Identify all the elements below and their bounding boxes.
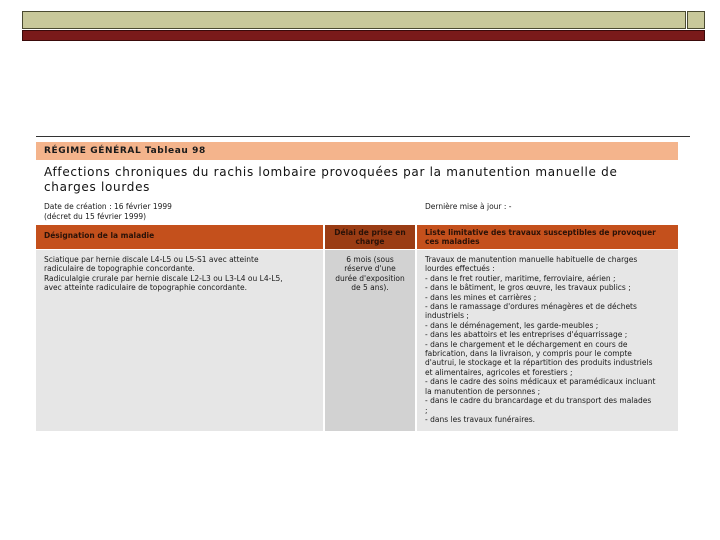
delay-line: durée d'exposition — [335, 273, 405, 283]
works-line: industriels ; — [425, 311, 469, 321]
disease-line: Radiculalgie crurale par hernie discale L2-L3 ou L3-L4 ou L4-L5, — [44, 273, 283, 283]
regime-header: RÉGIME GÉNÉRAL Tableau 98 — [36, 142, 678, 160]
delay-line: de 5 ans). — [351, 283, 389, 293]
works-line: - dans les travaux funéraires. — [425, 414, 536, 424]
disease-line: radiculaire de topographie concordante. — [44, 264, 195, 274]
works-line: - dans le bâtiment, le gros œuvre, les travaux publics ; — [425, 283, 631, 293]
title-line: Affections chroniques du rachis lombaire provoquées par la manutention manuelle de — [44, 165, 618, 179]
last-update: Dernière mise à jour : - — [425, 202, 512, 211]
cell-works — [417, 250, 678, 431]
works-line: - dans le fret routier, maritime, ferroviaire, aérien ; — [425, 273, 616, 283]
works-line: ; — [425, 405, 428, 415]
delay-line: réserve d'une — [344, 264, 396, 274]
top-decorative-square — [687, 11, 705, 29]
creation-date-line: (décret du 15 février 1999) — [44, 212, 147, 221]
creation-date-line: Date de création : 16 février 1999 — [44, 202, 172, 211]
separator-line — [36, 136, 690, 137]
works-line: lourdes effectués : — [425, 264, 495, 274]
works-line: - dans les mines et carrières ; — [425, 292, 537, 302]
header-works: Liste limitative des travaux susceptibles de provoquer ces maladies — [417, 225, 678, 249]
works-line: - dans le cadre du brancardage et du transport des malades — [425, 396, 652, 406]
header-delay: Délai de prise en charge — [325, 225, 415, 249]
creation-date — [44, 202, 172, 222]
disease-line: Sciatique par hernie discale L4-L5 ou L5-S1 avec atteinte — [44, 255, 259, 264]
works-line: fabrication, dans la livraison, y compris pour le compte — [425, 349, 632, 359]
title-line: charges lourdes — [44, 180, 151, 194]
page-title — [44, 165, 664, 195]
works-line: d'autrui, le stockage et la répartition des produits industriels — [425, 358, 653, 368]
header-disease: Désignation de la maladie — [36, 225, 323, 249]
top-red-bar — [22, 30, 705, 41]
works-line: - dans le ramassage d'ordures ménagères et de déchets — [425, 302, 637, 312]
works-line: - dans le cadre des soins médicaux et paramédicaux incluant — [425, 377, 656, 387]
works-line: Travaux de manutention manuelle habituelle de charges — [425, 255, 638, 264]
disease-line: avec atteinte radiculaire de topographie concordante. — [44, 283, 247, 293]
works-line: la manutention de personnes ; — [425, 386, 541, 396]
works-line: - dans le chargement et le déchargement en cours de — [425, 339, 628, 349]
works-line: - dans le déménagement, les garde-meubles ; — [425, 320, 599, 330]
works-line: et alimentaires, agricoles et forestiers ; — [425, 367, 573, 377]
top-decorative-bar — [22, 11, 686, 29]
delay-line: 6 mois (sous — [346, 255, 394, 264]
cell-delay — [325, 250, 415, 431]
works-line: - dans les abattoirs et les entreprises d'équarrissage ; — [425, 330, 628, 340]
cell-disease — [36, 250, 323, 431]
